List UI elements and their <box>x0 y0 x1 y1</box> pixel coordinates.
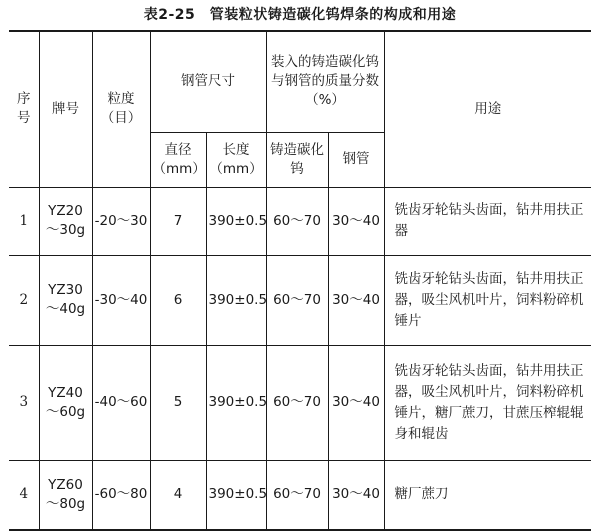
cell-diameter: 6 <box>150 255 206 345</box>
cell-seq: 4 <box>9 460 39 530</box>
header-length: 长度（mm） <box>206 132 266 187</box>
cell-brand: YZ20～30g <box>39 187 92 255</box>
header-diameter: 直径（mm） <box>150 132 206 187</box>
cell-length: 390±0.5 <box>206 345 266 460</box>
header-pipe-size: 钢管尺寸 <box>150 31 266 132</box>
data-table <box>9 30 591 531</box>
cell-usage: 铣齿牙轮钻头齿面，钻井用扶正器，吸尘风机叶片，饲料粉碎机锤片 <box>384 255 591 345</box>
cell-seq: 3 <box>9 345 39 460</box>
header-seq: 序号 <box>9 31 39 187</box>
cell-seq: 1 <box>9 187 39 255</box>
header-steel-pipe: 钢管 <box>328 132 384 187</box>
header-mass-fraction: 装入的铸造碳化钨与钢管的质量分数（%） <box>266 31 384 132</box>
cell-wc: 60～70 <box>266 255 328 345</box>
cell-wc: 60～70 <box>266 460 328 530</box>
cell-usage: 糖厂蔗刀 <box>384 460 591 530</box>
cell-granularity: -60～80 <box>92 460 150 530</box>
header-usage: 用途 <box>384 31 591 187</box>
cell-steel: 30～40 <box>328 255 384 345</box>
cell-granularity: -40～60 <box>92 345 150 460</box>
cell-usage: 铣齿牙轮钻头齿面，钻井用扶正器，吸尘风机叶片，饲料粉碎机锤片，糖厂蔗刀，甘蔗压榨辊辊身和辊齿 <box>384 345 591 460</box>
table-row <box>9 345 591 460</box>
header-brand: 牌号 <box>39 31 92 187</box>
cell-steel: 30～40 <box>328 187 384 255</box>
cell-wc: 60～70 <box>266 187 328 255</box>
cell-steel: 30～40 <box>328 460 384 530</box>
cell-brand: YZ60～80g <box>39 460 92 530</box>
cell-usage: 铣齿牙轮钻头齿面，钻井用扶正器 <box>384 187 591 255</box>
cell-diameter: 5 <box>150 345 206 460</box>
table-row <box>9 255 591 345</box>
cell-diameter: 7 <box>150 187 206 255</box>
table-row <box>9 187 591 255</box>
cell-diameter: 4 <box>150 460 206 530</box>
cell-length: 390±0.5 <box>206 255 266 345</box>
cell-wc: 60～70 <box>266 345 328 460</box>
header-granularity: 粒度（目） <box>92 31 150 187</box>
cell-granularity: -30～40 <box>92 255 150 345</box>
header-wc: 铸造碳化钨 <box>266 132 328 187</box>
table-caption: 表2-25 管装粒状铸造碳化钨焊条的构成和用途 <box>143 7 457 23</box>
cell-seq: 2 <box>9 255 39 345</box>
cell-length: 390±0.5 <box>206 187 266 255</box>
cell-brand: YZ40～60g <box>39 345 92 460</box>
cell-length: 390±0.5 <box>206 460 266 530</box>
cell-granularity: -20～30 <box>92 187 150 255</box>
cell-brand: YZ30～40g <box>39 255 92 345</box>
cell-steel: 30～40 <box>328 345 384 460</box>
table-row <box>9 460 591 530</box>
